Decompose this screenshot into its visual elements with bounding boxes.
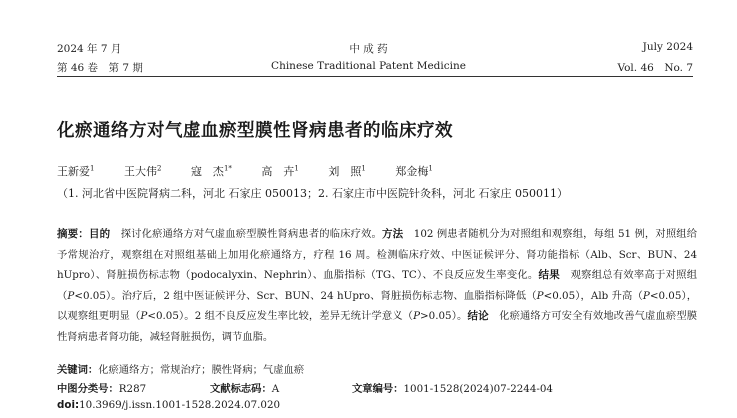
doc-code-label: 文献标志码： (210, 383, 272, 395)
author (124, 165, 161, 178)
author (191, 165, 232, 178)
abstract (57, 224, 697, 347)
p-value-symbol: P (413, 310, 421, 322)
author-name: 寇 杰 (190, 165, 224, 178)
clc-value: R287 (118, 383, 147, 395)
author-affil-mark: 1 (90, 164, 95, 173)
article-no-line (352, 380, 553, 395)
methods-text: 102 例患者随机分为对照组和观察组，每组 51 例，对照组给予常规治疗，观察组在对照组基础上加用化瘀通络方，疗程 16 周。检测临床疗效、中医证候评分、肾功能指标（Alb、Scr、BUN、24 hUpro）、肾脏损伤标志物（podocalyxin、Nephrin）、血脂指标（TG、TC）、不良反应发生率变化。 (57, 228, 698, 281)
author (261, 165, 298, 178)
author-affil-mark: 1* (223, 164, 232, 173)
results-text: >0.05）。 (420, 310, 468, 322)
results-text: <0.05），以观察组更明显（ (57, 289, 698, 322)
doi-label: doi: (57, 399, 80, 411)
doc-code-line (210, 380, 279, 395)
keywords-value: 化瘀通络方；常规治疗；膜性肾病；气虚血瘀 (98, 364, 305, 376)
objective-label: 目的 (88, 228, 111, 240)
author (395, 165, 432, 178)
doi-line (57, 399, 280, 411)
article-no-value: 1001-1528(2024)07-2244-04 (403, 383, 553, 395)
results-text: 观察组总有效率高于对照组（ (57, 269, 698, 302)
author (328, 165, 365, 178)
author (57, 165, 94, 178)
journal-name-en: Chinese Traditional Patent Medicine (271, 60, 466, 72)
author-affil-mark: 2 (156, 164, 162, 173)
article-no-label: 文章编号： (352, 383, 404, 395)
results-text: <0.05）。2 组不良反应发生率比较，差异无统计学意义（ (147, 310, 414, 322)
objective-text: 探讨化瘀通络方对气虚血瘀型膜性肾病患者的临床疗效。 (120, 228, 383, 240)
p-value-symbol: P (67, 289, 75, 302)
author-affil-mark: 1 (361, 164, 366, 173)
author-name: 王新爱 (57, 165, 90, 178)
conclusion-label: 结论 (467, 310, 489, 322)
keywords-label: 关键词： (57, 364, 99, 376)
header-volume: 第 46 卷 第 7 期 (57, 62, 143, 74)
header-volume-en: Vol. 46 No. 7 (617, 62, 693, 74)
p-value-symbol: P (642, 289, 650, 302)
article-title: 化瘀通络方对气虚血瘀型膜性肾病患者的临床疗效 (57, 121, 453, 141)
p-value-symbol: P (536, 289, 544, 302)
header-date: 2024 年 7 月 (57, 43, 122, 55)
author-affil-mark: 1 (428, 164, 433, 173)
abstract-label: 摘要： (57, 228, 89, 240)
author-affil-mark: 1 (294, 164, 299, 173)
author-name: 王大伟 (123, 165, 157, 178)
journal-name-cn: 中 成 药 (349, 43, 388, 55)
doi-value: 10.3969/j.issn.1001-1528.2024.07.020 (79, 399, 281, 411)
doc-code-value: A (271, 383, 280, 395)
author-name: 高 卉 (261, 165, 295, 178)
affiliation: （1. 河北省中医院肾病二科，河北 石家庄 050013；2. 石家庄市中医院针灸科，河北 石家庄 050011） (57, 187, 568, 200)
p-value-symbol: P (140, 310, 148, 322)
author-name: 郑金梅 (395, 165, 429, 178)
author-name: 刘 照 (328, 165, 362, 178)
header-rule (57, 76, 693, 77)
keywords-line (57, 361, 304, 376)
clc-line (57, 380, 146, 395)
author-list (57, 163, 459, 179)
clc-label: 中图分类号： (57, 383, 119, 395)
header-date-en: July 2024 (642, 41, 693, 53)
results-text: <0.05）。治疗后，2 组中医证候评分、Scr、BUN、24 hUpro、肾脏损伤标志物、血脂指标降低（ (74, 289, 537, 302)
results-text: <0.05），Alb 升高（ (543, 289, 643, 302)
methods-label: 方法 (382, 228, 404, 240)
results-label: 结果 (538, 269, 561, 281)
conclusion-text: 化瘀通络方可安全有效地改善气虚血瘀型膜性肾病患者肾功能，减轻肾脏损伤，调节血脂。 (57, 310, 698, 343)
